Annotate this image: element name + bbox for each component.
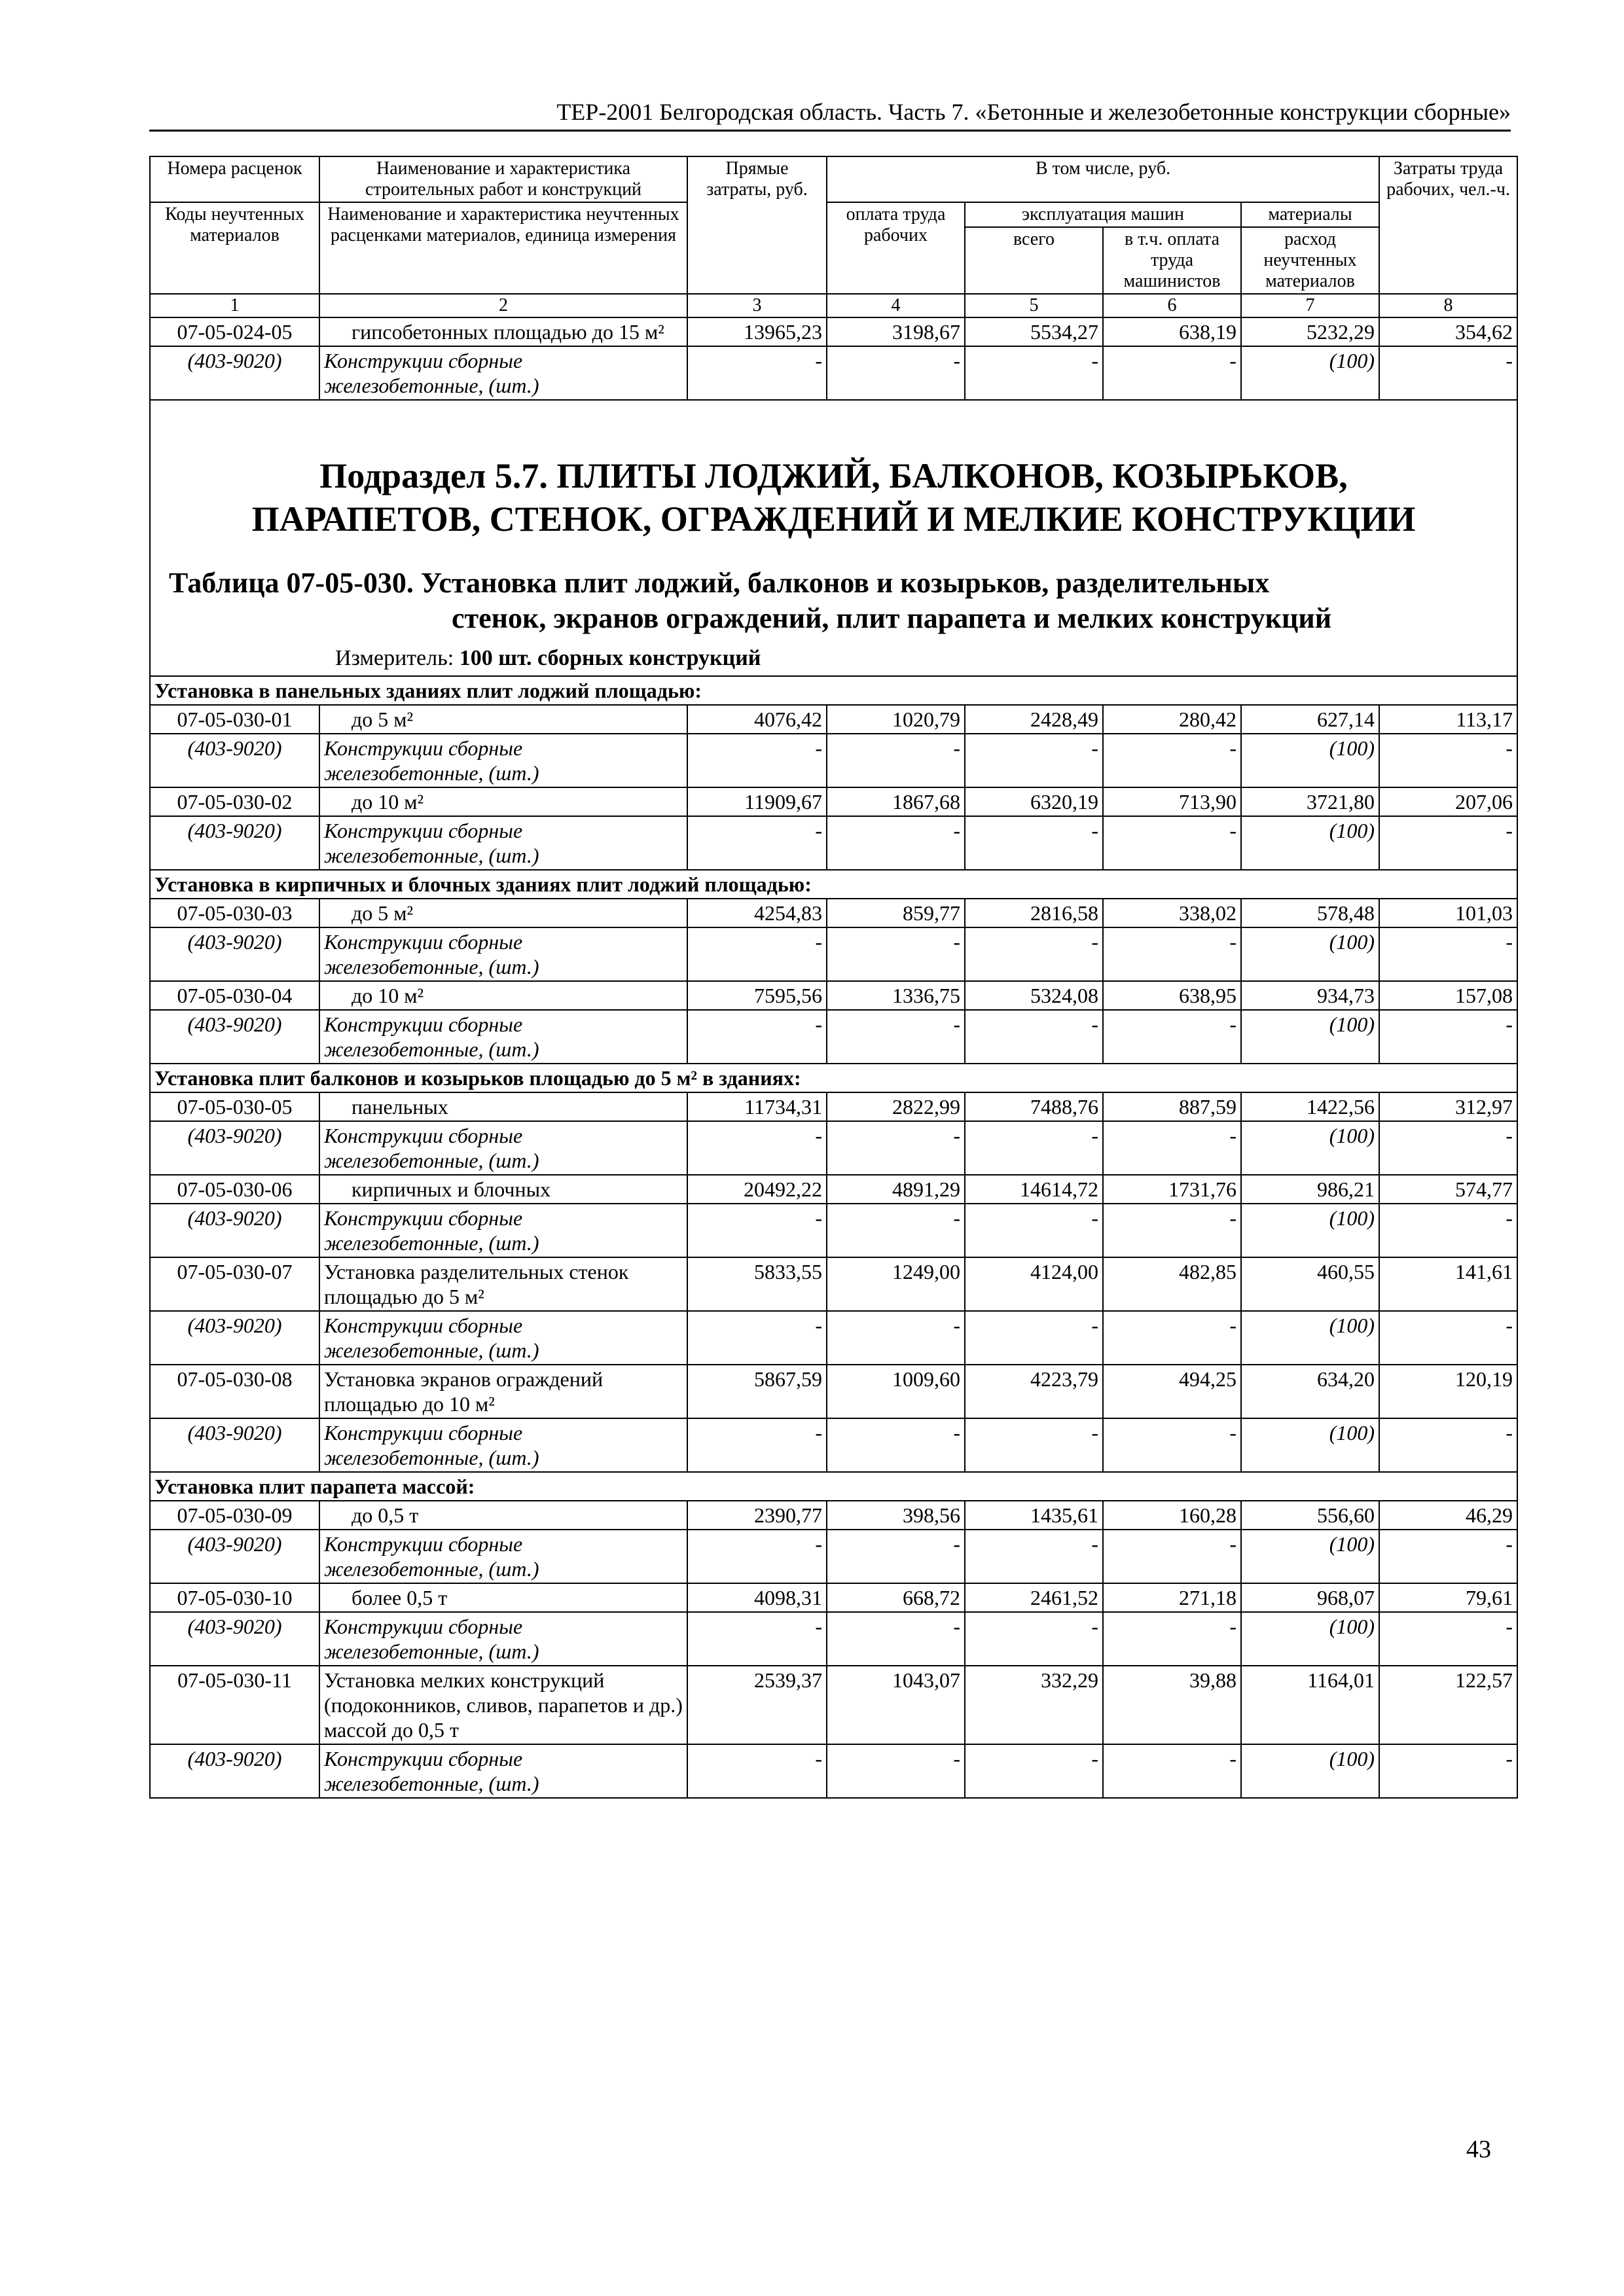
machinists-wages: 338,02 xyxy=(1103,899,1241,927)
materials-cost: 934,73 xyxy=(1241,981,1379,1010)
rate-row xyxy=(150,1257,1517,1311)
workers-wages: 1020,79 xyxy=(827,705,965,734)
materials-cost: 634,20 xyxy=(1241,1365,1379,1418)
dash-cell: - xyxy=(687,1010,827,1064)
dash-cell: - xyxy=(1103,1612,1241,1666)
machinists-wages: 494,25 xyxy=(1103,1365,1241,1418)
material-name: Конструкции сборные железобетонные, (шт.) xyxy=(319,1204,687,1257)
material-name: Конструкции сборные железобетонные, (шт.) xyxy=(319,1418,687,1472)
material-name: Конструкции сборные железобетонные, (шт.) xyxy=(319,734,687,787)
dash-cell: - xyxy=(827,1612,965,1666)
dash-cell: - xyxy=(1103,1530,1241,1583)
dash-cell: - xyxy=(687,1121,827,1175)
direct-costs: 2539,37 xyxy=(687,1666,827,1744)
rate-code: 07-05-030-05 xyxy=(150,1092,319,1121)
group-row xyxy=(150,1064,1517,1092)
group-row xyxy=(150,676,1517,705)
rate-name: Установка экранов ограждений площадью до 10 м² xyxy=(319,1365,687,1418)
machinists-wages: 887,59 xyxy=(1103,1092,1241,1121)
material-name: Конструкции сборные железобетонные, (шт.) xyxy=(319,1010,687,1064)
material-code: (403-9020) xyxy=(150,1204,319,1257)
dash-cell: - xyxy=(1379,1612,1517,1666)
group-row xyxy=(150,1472,1517,1501)
machinists-wages: 713,90 xyxy=(1103,787,1241,816)
dash-cell: - xyxy=(1103,1121,1241,1175)
workers-wages: 1009,60 xyxy=(827,1365,965,1418)
rate-code: 07-05-024-05 xyxy=(150,317,319,346)
col-header-wages: оплата труда рабочих xyxy=(827,202,965,294)
material-name: Конструкции сборные железобетонные, (шт.) xyxy=(319,927,687,981)
material-name: Конструкции сборные железобетонные, (шт.) xyxy=(319,816,687,870)
machinists-wages: 160,28 xyxy=(1103,1501,1241,1530)
dash-cell: - xyxy=(1103,1418,1241,1472)
dash-cell: - xyxy=(965,1530,1103,1583)
page-number: 43 xyxy=(1466,2136,1491,2163)
direct-costs: 4098,31 xyxy=(687,1583,827,1612)
material-row xyxy=(150,1744,1517,1798)
workers-wages: 2822,99 xyxy=(827,1092,965,1121)
material-code: (403-9020) xyxy=(150,1744,319,1798)
material-code: (403-9020) xyxy=(150,1121,319,1175)
material-name: Конструкции сборные железобетонные, (шт.) xyxy=(319,1530,687,1583)
workers-wages: 398,56 xyxy=(827,1501,965,1530)
material-code: (403-9020) xyxy=(150,346,319,400)
col-number: 6 xyxy=(1103,294,1241,317)
material-code: (403-9020) xyxy=(150,1612,319,1666)
col-number: 4 xyxy=(827,294,965,317)
subsection-title xyxy=(151,454,1517,541)
dash-cell: - xyxy=(687,927,827,981)
rate-code: 07-05-030-11 xyxy=(150,1666,319,1744)
dash-cell: - xyxy=(965,734,1103,787)
machines-total: 5534,27 xyxy=(965,317,1103,346)
material-row xyxy=(150,1311,1517,1365)
machinists-wages: 271,18 xyxy=(1103,1583,1241,1612)
material-row xyxy=(150,734,1517,787)
col-header-name: Наименование и характеристика строительных работ и конструкций xyxy=(319,156,687,202)
material-quantity: (100) xyxy=(1241,1121,1379,1175)
material-quantity: (100) xyxy=(1241,346,1379,400)
col-number: 1 xyxy=(150,294,319,317)
col-header-codes: Номера расценок xyxy=(150,156,319,202)
dash-cell: - xyxy=(1379,816,1517,870)
section-row xyxy=(150,400,1517,676)
col-number: 5 xyxy=(965,294,1103,317)
dash-cell: - xyxy=(1103,1204,1241,1257)
material-quantity: (100) xyxy=(1241,1530,1379,1583)
dash-cell: - xyxy=(965,1121,1103,1175)
direct-costs: 4076,42 xyxy=(687,705,827,734)
workers-wages: 1043,07 xyxy=(827,1666,965,1744)
material-quantity: (100) xyxy=(1241,1204,1379,1257)
rate-code: 07-05-030-02 xyxy=(150,787,319,816)
labor-costs: 157,08 xyxy=(1379,981,1517,1010)
material-quantity: (100) xyxy=(1241,1010,1379,1064)
machines-total: 2461,52 xyxy=(965,1583,1103,1612)
workers-wages: 1336,75 xyxy=(827,981,965,1010)
material-quantity: (100) xyxy=(1241,1311,1379,1365)
dash-cell: - xyxy=(687,346,827,400)
dash-cell: - xyxy=(1379,1530,1517,1583)
rate-name: Установка мелких конструкций (подоконников, сливов, парапетов и др.) массой до 0,5 т xyxy=(319,1666,687,1744)
rate-row xyxy=(150,1666,1517,1744)
direct-costs: 11734,31 xyxy=(687,1092,827,1121)
group-row xyxy=(150,870,1517,899)
dash-cell: - xyxy=(1379,1010,1517,1064)
dash-cell: - xyxy=(1379,1744,1517,1798)
dash-cell: - xyxy=(827,1204,965,1257)
dash-cell: - xyxy=(965,816,1103,870)
workers-wages: 3198,67 xyxy=(827,317,965,346)
dash-cell: - xyxy=(965,1204,1103,1257)
material-row xyxy=(150,1612,1517,1666)
dash-cell: - xyxy=(827,1121,965,1175)
table-title-line: стенок, экранов ограждений, плит парапета и мелких конструкций xyxy=(452,602,1332,634)
material-code: (403-9020) xyxy=(150,1311,319,1365)
running-header: ТЕР-2001 Белгородская область. Часть 7. «Бетонные и железобетонные конструкции сборные» xyxy=(149,98,1511,132)
col-header-machines: эксплуатация машин xyxy=(965,202,1241,227)
col-header-direct: Прямые затраты, руб. xyxy=(687,156,827,294)
dash-cell: - xyxy=(1103,1010,1241,1064)
materials-cost: 1422,56 xyxy=(1241,1092,1379,1121)
machines-total: 4223,79 xyxy=(965,1365,1103,1418)
rate-name: до 10 м² xyxy=(319,787,687,816)
dash-cell: - xyxy=(827,816,965,870)
group-title: Установка в кирпичных и блочных зданиях плит лоджий площадью: xyxy=(150,870,1517,899)
col-header-mat-codes: Коды неучтенных материалов xyxy=(150,202,319,294)
machinists-wages: 280,42 xyxy=(1103,705,1241,734)
dash-cell: - xyxy=(965,1744,1103,1798)
group-title: Установка плит балконов и козырьков площадью до 5 м² в зданиях: xyxy=(150,1064,1517,1092)
dash-cell: - xyxy=(1379,734,1517,787)
material-code: (403-9020) xyxy=(150,927,319,981)
materials-cost: 3721,80 xyxy=(1241,787,1379,816)
dash-cell: - xyxy=(827,346,965,400)
rate-row xyxy=(150,787,1517,816)
material-quantity: (100) xyxy=(1241,927,1379,981)
dash-cell: - xyxy=(827,1418,965,1472)
dash-cell: - xyxy=(965,1010,1103,1064)
machines-total: 5324,08 xyxy=(965,981,1103,1010)
dash-cell: - xyxy=(1379,927,1517,981)
material-name: Конструкции сборные железобетонные, (шт.) xyxy=(319,346,687,400)
direct-costs: 5833,55 xyxy=(687,1257,827,1311)
col-number: 8 xyxy=(1379,294,1517,317)
material-name: Конструкции сборные железобетонные, (шт.) xyxy=(319,1121,687,1175)
labor-costs: 101,03 xyxy=(1379,899,1517,927)
col-header-incl: В том числе, руб. xyxy=(827,156,1379,202)
table-title xyxy=(169,565,1504,636)
labor-costs: 354,62 xyxy=(1379,317,1517,346)
rate-row xyxy=(150,1092,1517,1121)
dash-cell: - xyxy=(687,1612,827,1666)
rate-code: 07-05-030-07 xyxy=(150,1257,319,1311)
materials-cost: 5232,29 xyxy=(1241,317,1379,346)
subsection-title-line: Подраздел 5.7. ПЛИТЫ ЛОДЖИЙ, БАЛКОНОВ, КОЗЫРЬКОВ, xyxy=(319,456,1348,495)
dash-cell: - xyxy=(965,346,1103,400)
rate-code: 07-05-030-06 xyxy=(150,1175,319,1204)
machinists-wages: 638,95 xyxy=(1103,981,1241,1010)
measure-value: 100 шт. сборных конструкций xyxy=(459,646,761,670)
rate-code: 07-05-030-01 xyxy=(150,705,319,734)
column-numbers-row xyxy=(150,294,1517,317)
header-row xyxy=(150,202,1517,227)
rate-row xyxy=(150,899,1517,927)
rate-row xyxy=(150,981,1517,1010)
material-row xyxy=(150,1204,1517,1257)
direct-costs: 20492,22 xyxy=(687,1175,827,1204)
material-row xyxy=(150,1010,1517,1064)
dash-cell: - xyxy=(1103,734,1241,787)
rate-name: до 5 м² xyxy=(319,899,687,927)
dash-cell: - xyxy=(965,927,1103,981)
col-number: 2 xyxy=(319,294,687,317)
dash-cell: - xyxy=(1379,1311,1517,1365)
labor-costs: 122,57 xyxy=(1379,1666,1517,1744)
col-number: 7 xyxy=(1241,294,1379,317)
rate-name: гипсобетонных площадью до 15 м² xyxy=(319,317,687,346)
rate-name: кирпичных и блочных xyxy=(319,1175,687,1204)
rate-row xyxy=(150,1175,1517,1204)
norms-table xyxy=(149,156,1518,1799)
direct-costs: 4254,83 xyxy=(687,899,827,927)
direct-costs: 5867,59 xyxy=(687,1365,827,1418)
header-row xyxy=(150,156,1517,202)
dash-cell: - xyxy=(687,1204,827,1257)
materials-cost: 556,60 xyxy=(1241,1501,1379,1530)
dash-cell: - xyxy=(1103,927,1241,981)
material-quantity: (100) xyxy=(1241,734,1379,787)
dash-cell: - xyxy=(1103,1311,1241,1365)
dash-cell: - xyxy=(1379,1204,1517,1257)
material-code: (403-9020) xyxy=(150,816,319,870)
machinists-wages: 638,19 xyxy=(1103,317,1241,346)
material-row xyxy=(150,346,1517,400)
material-quantity: (100) xyxy=(1241,816,1379,870)
material-code: (403-9020) xyxy=(150,1418,319,1472)
rate-code: 07-05-030-09 xyxy=(150,1501,319,1530)
material-name: Конструкции сборные железобетонные, (шт.) xyxy=(319,1311,687,1365)
material-quantity: (100) xyxy=(1241,1612,1379,1666)
dash-cell: - xyxy=(1103,346,1241,400)
machines-total: 7488,76 xyxy=(965,1092,1103,1121)
material-code: (403-9020) xyxy=(150,1530,319,1583)
machinists-wages: 482,85 xyxy=(1103,1257,1241,1311)
machines-total: 1435,61 xyxy=(965,1501,1103,1530)
dash-cell: - xyxy=(827,1530,965,1583)
dash-cell: - xyxy=(687,734,827,787)
col-header-mat-name: Наименование и характеристика неучтенных расценками материалов, единица измерения xyxy=(319,202,687,294)
rate-code: 07-05-030-08 xyxy=(150,1365,319,1418)
machines-total: 6320,19 xyxy=(965,787,1103,816)
labor-costs: 113,17 xyxy=(1379,705,1517,734)
materials-cost: 1164,01 xyxy=(1241,1666,1379,1744)
material-row xyxy=(150,1530,1517,1583)
workers-wages: 1867,68 xyxy=(827,787,965,816)
dash-cell: - xyxy=(827,734,965,787)
dash-cell: - xyxy=(1379,1121,1517,1175)
col-header-labor: Затраты труда рабочих, чел.-ч. xyxy=(1379,156,1517,294)
group-title: Установка плит парапета массой: xyxy=(150,1472,1517,1501)
machinists-wages: 1731,76 xyxy=(1103,1175,1241,1204)
direct-costs: 11909,67 xyxy=(687,787,827,816)
table-title-line: Таблица 07-05-030. Установка плит лоджий, балконов и козырьков, разделительных xyxy=(169,567,1270,599)
section-heading xyxy=(151,401,1517,675)
machines-total: 332,29 xyxy=(965,1666,1103,1744)
dash-cell: - xyxy=(827,1311,965,1365)
material-quantity: (100) xyxy=(1241,1418,1379,1472)
labor-costs: 79,61 xyxy=(1379,1583,1517,1612)
material-quantity: (100) xyxy=(1241,1744,1379,1798)
materials-cost: 578,48 xyxy=(1241,899,1379,927)
material-row xyxy=(150,816,1517,870)
machines-total: 4124,00 xyxy=(965,1257,1103,1311)
measure-unit xyxy=(335,645,761,672)
rate-row xyxy=(150,1501,1517,1530)
dash-cell: - xyxy=(965,1418,1103,1472)
workers-wages: 859,77 xyxy=(827,899,965,927)
material-row xyxy=(150,1121,1517,1175)
workers-wages: 1249,00 xyxy=(827,1257,965,1311)
rate-row xyxy=(150,1365,1517,1418)
dash-cell: - xyxy=(1379,346,1517,400)
workers-wages: 4891,29 xyxy=(827,1175,965,1204)
labor-costs: 141,61 xyxy=(1379,1257,1517,1311)
rate-name: до 10 м² xyxy=(319,981,687,1010)
direct-costs: 13965,23 xyxy=(687,317,827,346)
dash-cell: - xyxy=(965,1311,1103,1365)
dash-cell: - xyxy=(1103,1744,1241,1798)
col-header-machinists-wages: в т.ч. оплата труда машинистов xyxy=(1103,227,1241,294)
machines-total: 14614,72 xyxy=(965,1175,1103,1204)
rate-name: до 5 м² xyxy=(319,705,687,734)
col-header-unaccounted-materials: расход неучтенных материалов xyxy=(1241,227,1379,294)
rate-row xyxy=(150,317,1517,346)
material-row xyxy=(150,927,1517,981)
dash-cell: - xyxy=(965,1612,1103,1666)
col-header-materials: материалы xyxy=(1241,202,1379,227)
rate-name: панельных xyxy=(319,1092,687,1121)
col-header-machines-total: всего xyxy=(965,227,1103,294)
materials-cost: 460,55 xyxy=(1241,1257,1379,1311)
labor-costs: 120,19 xyxy=(1379,1365,1517,1418)
col-number: 3 xyxy=(687,294,827,317)
machines-total: 2816,58 xyxy=(965,899,1103,927)
rate-code: 07-05-030-10 xyxy=(150,1583,319,1612)
rate-code: 07-05-030-03 xyxy=(150,899,319,927)
dash-cell: - xyxy=(687,1311,827,1365)
material-code: (403-9020) xyxy=(150,1010,319,1064)
rate-code: 07-05-030-04 xyxy=(150,981,319,1010)
dash-cell: - xyxy=(687,1530,827,1583)
material-row xyxy=(150,1418,1517,1472)
machinists-wages: 39,88 xyxy=(1103,1666,1241,1744)
rate-row xyxy=(150,1583,1517,1612)
labor-costs: 574,77 xyxy=(1379,1175,1517,1204)
rate-row xyxy=(150,705,1517,734)
dash-cell: - xyxy=(687,1418,827,1472)
machines-total: 2428,49 xyxy=(965,705,1103,734)
materials-cost: 968,07 xyxy=(1241,1583,1379,1612)
material-name: Конструкции сборные железобетонные, (шт.) xyxy=(319,1612,687,1666)
dash-cell: - xyxy=(687,816,827,870)
materials-cost: 627,14 xyxy=(1241,705,1379,734)
section-heading-cell xyxy=(150,400,1517,676)
dash-cell: - xyxy=(1103,816,1241,870)
dash-cell: - xyxy=(827,1744,965,1798)
labor-costs: 207,06 xyxy=(1379,787,1517,816)
labor-costs: 312,97 xyxy=(1379,1092,1517,1121)
workers-wages: 668,72 xyxy=(827,1583,965,1612)
subsection-title-line: ПАРАПЕТОВ, СТЕНОК, ОГРАЖДЕНИЙ И МЕЛКИЕ КОНСТРУКЦИИ xyxy=(251,499,1416,539)
rate-name: до 0,5 т xyxy=(319,1501,687,1530)
dash-cell: - xyxy=(827,927,965,981)
rate-name: более 0,5 т xyxy=(319,1583,687,1612)
dash-cell: - xyxy=(827,1010,965,1064)
direct-costs: 2390,77 xyxy=(687,1501,827,1530)
material-code: (403-9020) xyxy=(150,734,319,787)
direct-costs: 7595,56 xyxy=(687,981,827,1010)
dash-cell: - xyxy=(687,1744,827,1798)
dash-cell: - xyxy=(1379,1418,1517,1472)
labor-costs: 46,29 xyxy=(1379,1501,1517,1530)
group-title: Установка в панельных зданиях плит лоджий площадью: xyxy=(150,676,1517,705)
measure-label: Измеритель: xyxy=(335,646,454,670)
rate-name: Установка разделительных стенок площадью до 5 м² xyxy=(319,1257,687,1311)
materials-cost: 986,21 xyxy=(1241,1175,1379,1204)
material-name: Конструкции сборные железобетонные, (шт.) xyxy=(319,1744,687,1798)
